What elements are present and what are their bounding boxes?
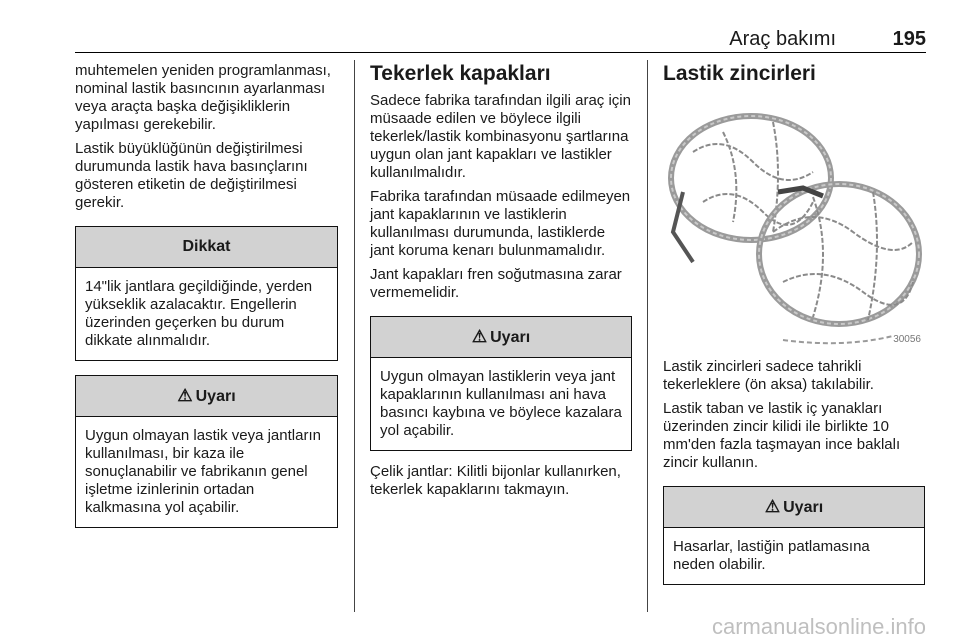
paragraph: Lastik taban ve lastik iç yanakları üzerinden zincir kilidi ile birlikte 10 mm'den fazla taşmayan ince baklalı zincir kullanın. <box>663 400 901 471</box>
paragraph: Sadece fabrika tarafından ilgili araç için müsaade edilen ve böylece ilgili tekerlek/lastik kombinasyonu şartlarına uygun olan jant kapakları ve lastikler kullanılmalıdır. <box>370 92 631 181</box>
warning-title: Uyarı <box>195 388 236 405</box>
warning-box <box>663 486 925 585</box>
column-2 <box>370 62 632 505</box>
paragraph: Çelik jantlar: Kilitli bijonlar kullanırken, tekerlek kapaklarını takmayın. <box>370 463 621 498</box>
paragraph: Lastik büyüklüğünün değiştirilmesi durumunda lastik hava basınçlarını gösteren etiketin de değiştirilmesi gerekir. <box>75 140 308 211</box>
paragraph: Jant kapakları fren soğutmasına zarar vermemelidir. <box>370 266 622 301</box>
section-title: Araç bakımı <box>729 28 836 50</box>
warning-header <box>664 487 924 528</box>
warning-box <box>370 316 632 451</box>
paragraph: Lastik zincirleri sadece tahrikli tekerleklere (ön aksa) takılabilir. <box>663 358 874 393</box>
warning-box <box>75 375 338 528</box>
warning-icon: ⚠ <box>177 386 193 405</box>
warning-header <box>76 376 337 417</box>
column-divider <box>647 60 648 612</box>
note-text: 14"lik jantlara geçildiğinde, yerden yükseklik azalacaktır. Engellerin üzerinden geçerken bu durum dikkate alınmalıdır. <box>85 278 313 349</box>
section-heading: Tekerlek kapakları <box>370 62 551 85</box>
warning-text: Uygun olmayan lastik veya jantların kullanılması, bir kaza ile sonuçlanabilir ve fabrikanın genel işletme izinlerinin ortadan kalkmasına yol açabilir. <box>85 427 321 516</box>
warning-text: Uygun olmayan lastiklerin veya jant kapaklarının kullanılması ani hava basıncı kaybına ve böylece kazalara yol açabilir. <box>380 368 622 439</box>
warning-text: Hasarlar, lastiğin patlamasına neden olabilir. <box>673 538 870 573</box>
watermark-text: carmanualsonline.info <box>711 614 926 639</box>
section-heading: Lastik zincirleri <box>663 62 816 85</box>
warning-title: Uyarı <box>783 499 824 516</box>
warning-icon: ⚠ <box>764 497 781 516</box>
tire-chain-drawing <box>663 92 925 348</box>
figure-label: 30056 <box>893 334 921 345</box>
warning-title: Uyarı <box>490 329 531 346</box>
note-title: Dikkat <box>76 227 337 268</box>
column-1 <box>75 62 338 540</box>
column-3 <box>663 62 925 597</box>
column-divider <box>354 60 355 612</box>
page-number: 195 <box>892 28 926 50</box>
note-box <box>75 226 338 361</box>
warning-icon: ⚠ <box>471 327 488 346</box>
tire-chain-illustration <box>663 92 925 348</box>
page-header <box>75 28 926 53</box>
paragraph: Fabrika tarafından müsaade edilmeyen jant kapaklarının ve lastiklerin kullanılması durumunda, lastiklerde jant koruma kenarı bulunmamalıdır. <box>370 188 631 259</box>
warning-header <box>371 317 631 358</box>
paragraph: muhtemelen yeniden programlanması, nominal lastik basıncının ayarlanması veya araçta başka değişikliklerin yapılması gerekebilir. <box>75 62 331 133</box>
